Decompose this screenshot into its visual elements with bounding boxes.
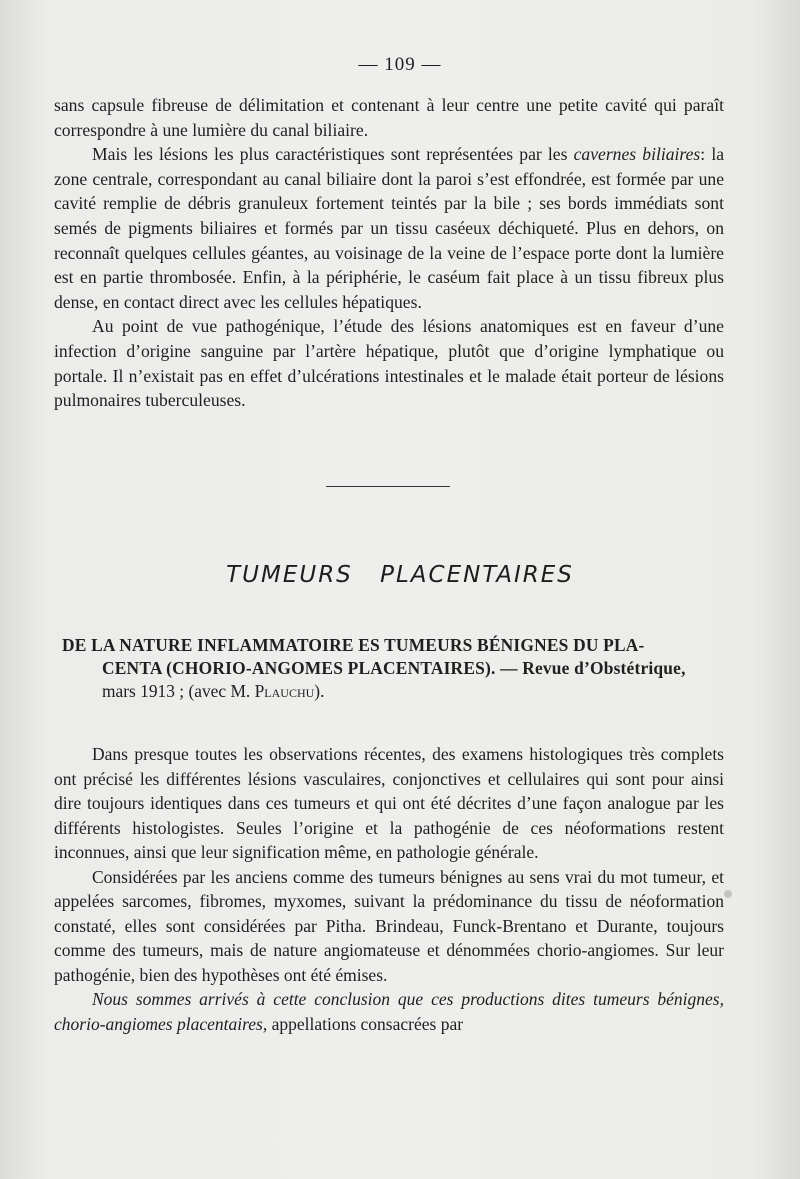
page-number: — 109 — [358,54,442,75]
reference-title-line-1: DE LA NATURE INFLAMMATOIRE ES TUMEURS BÉNIGNES DU PLA- [62,635,645,655]
reference-journal: Revue d’Obstétrique, [522,658,686,678]
paragraph-conclusion [54,987,724,1036]
paragraph-pathogenique: Au point de vue pathogénique, l’étude des lésions anatomiques est en faveur d’une infection d’origine sanguine par l’artère hépatique, plutôt que d’origine lymphatique ou portale. Il n’existait pas en effet d’ulcérations intestinales et le malade était porteur de lésions pulmonaires tuberculeuses. [54,316,724,411]
conclusion-italic-text: Nous sommes arrivés à cette conclusion que ces productions dites tumeurs bénignes, chorio-angiomes placentaires, [54,989,724,1034]
ink-speck [724,890,732,898]
section-title: TUMEURS PLACENTAIRES [226,562,574,588]
paragraph-considerees: Considérées par les anciens comme des tumeurs bénignes au sens vrai du mot tumeur, et appelées sarcomes, fibromes, myxomes, suivant la prédominance du tissu de néoformation constaté, elles sont considérées par Pitha. Brindeau, Funck-Brentano et Durante, toujours comme des tumeurs, mais de nature angiomateuse et dénommées chorio-angiomes. Sur leur pathogénie, bien des hypothèses ont été émises. [54,866,724,985]
reference-coauthor: Plauchu [254,681,315,701]
reference-closing: ). [314,681,325,701]
lower-text-block [54,742,724,1036]
reference-date: mars 1913 ; (avec M. [102,681,255,701]
paragraph-cavernes-start: Mais les lésions les plus caractéristiques sont représentées par les [92,144,574,165]
upper-text-block [54,93,724,413]
paragraph-cavernes-rest: : la zone centrale, correspondant au canal biliaire dont la paroi s’est effondrée, est formée par une cavité remplie de débris granuleux fortement teintés par la bile ; ses bords immédiats sont semés de pigments biliaires et formés par un tissu caséeux déchiqueté. Plus en dehors, on reconnaît quelques cellules géantes, au voisinage de la veine de l’espace porte dont la lumière est en partie thrombosée. Enfin, à la périphérie, le caséum fait place à un tissu fibreux plus dense, en contact direct avec les cellules hépatiques. [54,144,725,312]
conclusion-regular-text: appellations consacrées par [267,1013,464,1034]
cavernes-biliaires-term: cavernes biliaires [573,144,701,165]
section-divider [326,486,450,487]
paragraph-observations: Dans presque toutes les observations récentes, des examens histologiques très complets ont précisé les différentes lésions vasculaires, conjonctives et cellulaires qui sont pour ainsi dire toujours identiques dans ces tumeurs et qui ont été décrites d’une façon analogue par les différents histologistes. Seules l’origine et la pathogénie de ces néoformations restent inconnues, ainsi que leur signification même, en pathologie générale. [54,744,724,862]
paragraph-capsule: sans capsule fibreuse de délimitation et contenant à leur centre une petite cavité qui paraît correspondre à une lumière du canal biliaire. [54,95,724,140]
bibliographic-reference [62,634,724,703]
reference-title-line-2-text: CENTA (CHORIO-ANGOMES PLACENTAIRES). — [102,658,523,678]
paragraph-cavernes [54,142,724,314]
reference-date-line [62,680,724,703]
reference-title-line-2 [62,657,724,680]
